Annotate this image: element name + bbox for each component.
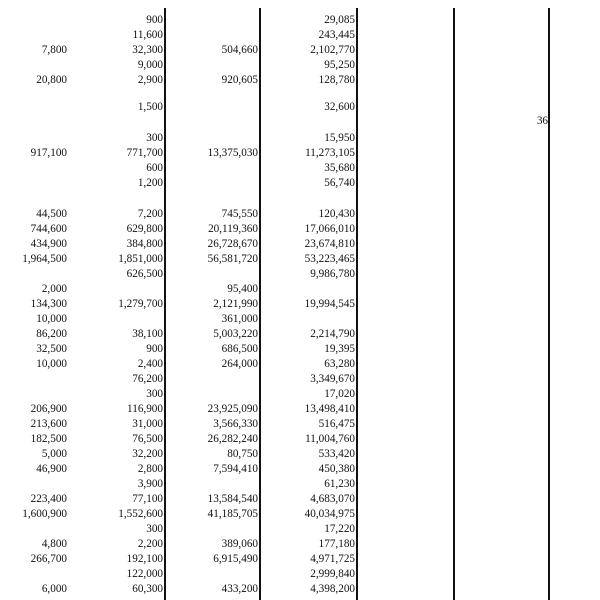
table-cell-c4: 15,950	[324, 132, 355, 144]
table-cell-c2: 3,900	[137, 478, 163, 490]
table-cell-c4: 19,395	[324, 343, 355, 355]
table-row	[0, 567, 600, 582]
table-cell-c2: 626,500	[126, 268, 163, 280]
table-row	[0, 13, 600, 28]
table-cell-c1: 266,700	[30, 553, 67, 565]
table-cell-c2: 900	[146, 14, 163, 26]
table-cell-c1: 223,400	[30, 493, 67, 505]
table-row	[0, 387, 600, 402]
table-cell-c4: 9,986,780	[310, 268, 355, 280]
table-cell-c1: 7,800	[41, 44, 67, 56]
table-cell-c4: 2,214,790	[310, 328, 355, 340]
table-row	[0, 447, 600, 462]
table-cell-c1: 134,300	[30, 298, 67, 310]
table-cell-c3: 389,060	[221, 538, 258, 550]
table-row	[0, 28, 600, 43]
table-row	[0, 267, 600, 282]
table-cell-c3: 2,121,990	[213, 298, 258, 310]
table-cell-c2: 384,800	[126, 238, 163, 250]
table-row	[0, 327, 600, 342]
table-cell-c2: 76,500	[132, 433, 163, 445]
table-cell-c4: 177,180	[318, 538, 355, 550]
table-cell-c1: 434,900	[30, 238, 67, 250]
table-cell-c4: 4,683,070	[310, 493, 355, 505]
table-row	[0, 372, 600, 387]
table-row	[0, 146, 600, 161]
table-cell-c3: 3,566,330	[213, 418, 258, 430]
table-row	[0, 507, 600, 522]
table-cell-c2: 2,900	[137, 74, 163, 86]
table-cell-c1: 5,000	[41, 448, 67, 460]
table-cell-c4: 13,498,410	[304, 403, 355, 415]
table-cell-c2: 77,100	[132, 493, 163, 505]
table-row	[0, 131, 600, 146]
table-row	[0, 237, 600, 252]
table-cell-c4: 56,740	[324, 177, 355, 189]
table-row	[0, 537, 600, 552]
table-cell-c2: 300	[146, 388, 163, 400]
table-cell-c2: 2,200	[137, 538, 163, 550]
table-cell-c1: 917,100	[30, 147, 67, 159]
table-cell-c4: 53,223,465	[304, 253, 355, 265]
table-row	[0, 462, 600, 477]
table-cell-c4: 3,349,670	[310, 373, 355, 385]
table-cell-c4: 243,445	[318, 29, 355, 41]
table-cell-c3: 95,400	[227, 283, 258, 295]
table-row	[0, 492, 600, 507]
table-cell-c1: 46,900	[36, 463, 67, 475]
table-cell-c4: 120,430	[318, 208, 355, 220]
table-cell-c2: 11,600	[132, 29, 163, 41]
table-cell-c1: 1,600,900	[22, 508, 67, 520]
table-cell-c2: 1,279,700	[118, 298, 163, 310]
table-cell-c3: 20,119,360	[208, 223, 258, 235]
table-row	[0, 402, 600, 417]
table-cell-c1: 1,964,500	[22, 253, 67, 265]
table-cell-c2: 300	[146, 523, 163, 535]
table-cell-c3: 13,584,540	[207, 493, 258, 505]
table-cell-c4: 35,680	[324, 162, 355, 174]
table-cell-c1: 6,000	[41, 583, 67, 595]
table-cell-c2: 122,000	[126, 568, 163, 580]
table-cell-c4: 95,250	[324, 59, 355, 71]
table-cell-c2: 76,200	[132, 373, 163, 385]
table-cell-c3: 5,003,220	[213, 328, 258, 340]
table-cell-c1: 10,000	[36, 313, 67, 325]
table-cell-c3: 264,000	[221, 358, 258, 370]
table-row	[0, 58, 600, 73]
table-cell-c4: 4,398,200	[310, 583, 355, 595]
table-cell-c3: 504,660	[221, 44, 258, 56]
table-row	[0, 73, 600, 88]
table-cell-c2: 192,100	[126, 553, 163, 565]
table-cell-c4: 2,102,770	[310, 44, 355, 56]
table-cell-c2: 300	[146, 132, 163, 144]
table-cell-c2: 38,100	[132, 328, 163, 340]
table-cell-c4: 4,971,725	[310, 553, 355, 565]
table-row	[0, 477, 600, 492]
table-row	[0, 312, 600, 327]
table-cell-c1: 44,500	[36, 208, 67, 220]
table-cell-c2: 32,200	[132, 448, 163, 460]
table-cell-c3: 920,605	[221, 74, 258, 86]
table-cell-c1: 182,500	[30, 433, 67, 445]
table-cell-c4: 11,273,105	[305, 147, 355, 159]
table-cell-c1: 10,000	[36, 358, 67, 370]
table-cell-c3: 745,550	[221, 208, 258, 220]
table-cell-c3: 7,594,410	[213, 463, 258, 475]
table-cell-c4: 32,600	[324, 101, 355, 113]
table-cell-c3: 80,750	[227, 448, 258, 460]
table-row	[0, 252, 600, 267]
table-cell-c3: 433,200	[221, 583, 258, 595]
table-row	[0, 282, 600, 297]
table-cell-c3: 26,282,240	[207, 433, 258, 445]
table-row	[0, 43, 600, 58]
table-row	[0, 582, 600, 597]
table-row	[0, 432, 600, 447]
table-cell-c4: 40,034,975	[304, 508, 355, 520]
table-row	[0, 522, 600, 537]
table-cell-c2: 900	[146, 343, 163, 355]
table-cell-c2: 32,300	[132, 44, 163, 56]
table-cell-c2: 1,200	[137, 177, 163, 189]
table-cell-c2: 629,800	[126, 223, 163, 235]
table-cell-c4: 450,380	[318, 463, 355, 475]
table-row	[0, 100, 600, 115]
table-cell-c1: 20,800	[36, 74, 67, 86]
table-cell-c3: 361,000	[221, 313, 258, 325]
table-cell-c3: 26,728,670	[207, 238, 258, 250]
table-cell-c3: 686,500	[221, 343, 258, 355]
table-cell-c3: 41,185,705	[207, 508, 258, 520]
table-cell-c3: 56,581,720	[207, 253, 258, 265]
table-cell-c2: 2,400	[137, 358, 163, 370]
table-cell-c2: 1,552,600	[118, 508, 163, 520]
table-cell-c2: 600	[146, 162, 163, 174]
table-cell-c2: 31,000	[132, 418, 163, 430]
table-cell-c4: 29,085	[324, 14, 355, 26]
table-cell-c4: 516,475	[318, 418, 355, 430]
table-row	[0, 176, 600, 191]
table-cell-c3: 6,915,490	[213, 553, 258, 565]
table-cell-c4: 63,280	[324, 358, 355, 370]
table-cell-c1: 206,900	[30, 403, 67, 415]
table-cell-c3: 23,925,090	[207, 403, 258, 415]
table-cell-c1: 213,600	[30, 418, 67, 430]
table-row	[0, 207, 600, 222]
table-cell-c2: 60,300	[132, 583, 163, 595]
table-cell-c3: 13,375,030	[207, 147, 258, 159]
table-cell-c2: 2,800	[137, 463, 163, 475]
table-row	[0, 222, 600, 237]
table-row	[0, 417, 600, 432]
table-row	[0, 161, 600, 176]
table-cell-c4: 2,999,840	[310, 568, 355, 580]
table-cell-c4: 23,674,810	[304, 238, 355, 250]
table-cell-c4: 61,230	[324, 478, 355, 490]
table-row	[0, 552, 600, 567]
table-row	[0, 357, 600, 372]
table-row	[0, 342, 600, 357]
table-cell-c4: 19,994,545	[304, 298, 355, 310]
table-cell-c2: 1,500	[137, 101, 163, 113]
table-cell-c1: 2,000	[41, 283, 67, 295]
table-cell-c4: 17,020	[324, 388, 355, 400]
table-cell-c1: 744,600	[30, 223, 67, 235]
table-cell-c4: 533,420	[318, 448, 355, 460]
table-cell-c2: 9,000	[137, 59, 163, 71]
table-cell-c4: 17,220	[324, 523, 355, 535]
table-cell-c1: 86,200	[36, 328, 67, 340]
table-row	[0, 297, 600, 312]
table-cell-c2: 7,200	[137, 208, 163, 220]
table-cell-c2: 116,900	[127, 403, 163, 415]
table-cell-c4: 17,066,010	[304, 223, 355, 235]
table-cell-c1: 32,500	[36, 343, 67, 355]
table-cell-c1: 4,800	[41, 538, 67, 550]
table-cell-c2: 771,700	[126, 147, 163, 159]
table-cell-c2: 1,851,000	[118, 253, 163, 265]
table-cell-c4: 11,004,760	[305, 433, 355, 445]
table-cell-c4: 128,780	[318, 74, 355, 86]
page-number: 36	[536, 115, 548, 127]
